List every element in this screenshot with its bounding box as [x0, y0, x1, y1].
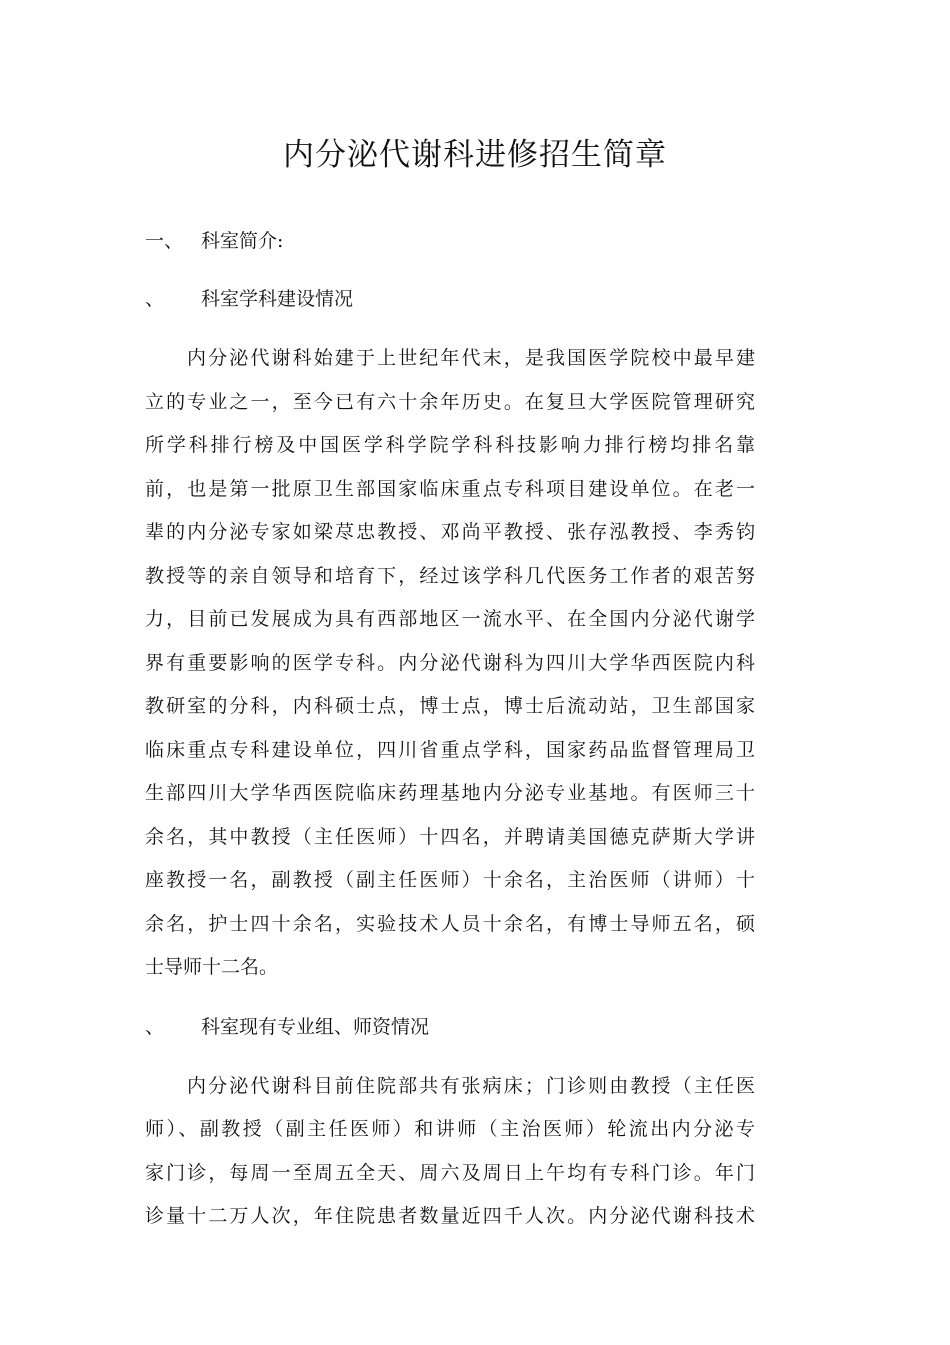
- subsection-label: 科室现有专业组、师资情况: [201, 1016, 430, 1038]
- section-heading-intro: [145, 227, 765, 255]
- paragraph-line: 诊量十二万人次，年住院患者数量近四千人次。内分泌代谢科技术: [145, 1205, 755, 1227]
- paragraph-line: 所学科排行榜及中国医学科学院学科科技影响力排行榜均排名靠: [145, 434, 755, 456]
- paragraph-line: 力，目前已发展成为具有西部地区一流水平、在全国内分泌代谢学: [145, 608, 755, 630]
- paragraph-line: 教授等的亲自领导和培育下，经过该学科几代医务工作者的艰苦努: [145, 565, 755, 587]
- section-number: 一、: [145, 230, 184, 252]
- subsection-number: 、: [145, 1016, 165, 1038]
- paragraph-line: 师）、副教授（副主任医师）和讲师（主治医师）轮流出内分泌专: [145, 1118, 755, 1140]
- paragraph-line: 立的专业之一，至今已有六十余年历史。在复旦大学医院管理研究: [145, 391, 755, 413]
- subsection-label: 科室学科建设情况: [201, 288, 354, 310]
- subsection-heading-discipline: [145, 285, 765, 313]
- subsection-heading-staff: [145, 1013, 765, 1041]
- paragraph-line: 余名，其中教授（主任医师）十四名，并聘请美国德克萨斯大学讲: [145, 826, 755, 848]
- paragraph-line: 界有重要影响的医学专科。内分泌代谢科为四川大学华西医院内科: [145, 652, 755, 674]
- section-label: 科室简介:: [201, 230, 284, 252]
- paragraph-line: 辈的内分泌专家如梁荩忠教授、邓尚平教授、张存泓教授、李秀钧: [145, 521, 755, 543]
- paragraph-line: 士导师十二名。: [145, 956, 279, 978]
- paragraph-line: 临床重点专科建设单位，四川省重点学科，国家药品监督管理局卫: [145, 739, 755, 761]
- paragraph-line: 前，也是第一批原卫生部国家临床重点专科项目建设单位。在老一: [145, 478, 755, 500]
- paragraph-line: 内分泌代谢科始建于上世纪年代末，是我国医学院校中最早建: [187, 347, 755, 369]
- paragraph-line: 内分泌代谢科目前住院部共有张病床；门诊则由教授（主任医: [187, 1075, 755, 1097]
- paragraph-line: 家门诊，每周一至周五全天、周六及周日上午均有专科门诊。年门: [145, 1162, 755, 1184]
- document-title: 内分泌代谢科进修招生简章: [283, 137, 667, 173]
- paragraph-line: 座教授一名，副教授（副主任医师）十余名，主治医师（讲师）十: [145, 869, 755, 891]
- paragraph-line: 生部四川大学华西医院临床药理基地内分泌专业基地。有医师三十: [145, 782, 755, 804]
- paragraph-line: 教研室的分科，内科硕士点，博士点，博士后流动站，卫生部国家: [145, 695, 755, 717]
- paragraph-line: 余名，护士四十余名，实验技术人员十余名，有博士导师五名，硕: [145, 913, 755, 935]
- subsection-number: 、: [145, 288, 165, 310]
